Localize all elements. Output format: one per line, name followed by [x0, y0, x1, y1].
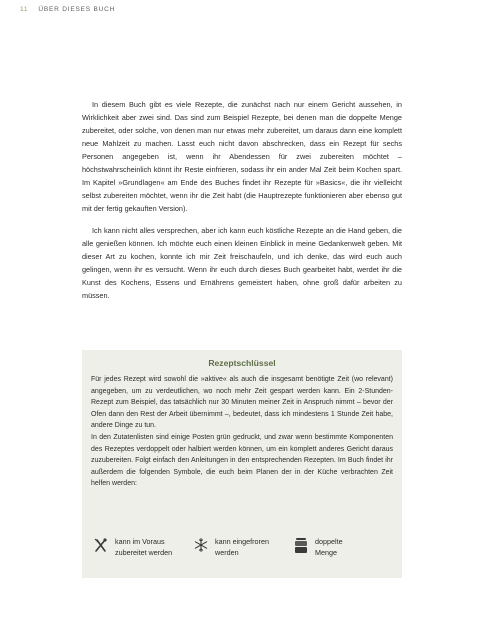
snowflake-icon [193, 537, 209, 553]
recipe-key-title: Rezeptschlüssel [208, 358, 276, 368]
legend-item-freezable [193, 537, 293, 558]
legend-item-prepare-ahead [93, 537, 193, 558]
recipe-key-paragraph-2: In den Zutatenlisten sind einige Posten grün gedruckt, und zwar wenn bestimmte Komponenten des Rezeptes verdoppelt oder halbiert werden können, um ein komplett anderes Gericht daraus zuzubereiten. Folgt einfach den Anleitungen in den entsprechenden Rezepten. Im Buch findet ihr außerdem die folgenden Symbole, die euch beim Planen der in der Küche verbrachten Zeit helfen werden: [91, 433, 393, 488]
legend-item-double-amount [293, 537, 393, 558]
page-number: 11 [20, 6, 29, 13]
legend-label-double-amount: doppelte Menge [315, 537, 343, 557]
recipe-key-box [82, 350, 402, 578]
intro-paragraph-2: Ich kann nicht alles versprechen, aber ich kann euch köstliche Rezepte an die Hand geben, die alle genießen können. Ich möchte euch einen kleinen Einblick in meine Gedankenwelt geben. Mit dieser Art zu kochen, konnte ich mir Zeit freischaufeln, und ich denke, das wird euch auch gelingen, wenn ihr es versucht. Wenn ihr euch durch dieses Buch gearbeitet habt, werdet ihr die Kunst des Kochens, Essens und Ernährens gemeistert haben, ohne groß dafür arbeiten zu müssen. [82, 226, 402, 300]
section-title: ÜBER DIESES BUCH [38, 6, 116, 13]
utensils-icon [93, 537, 109, 553]
legend-label-freezable: kann eingefroren werden [215, 537, 269, 557]
legend-label-prepare-ahead: kann im Voraus zubereitet werden [115, 537, 173, 557]
stacked-pots-icon [293, 537, 309, 555]
symbol-legend [93, 537, 393, 558]
recipe-key-paragraph-1: Für jedes Rezept wird sowohl die »aktive« als auch die insgesamt benötigte Zeit (wo relevant) angegeben, um zu verdeutlichen, wo noch mehr Zeit gespart werden kann. Ein 2-Stunden-Rezept zum Beispiel, das tatsächlich nur 30 Minuten meiner Zeit in Anspruch nimmt – bevor der Ofen dann den Rest der Arbeit übernimmt –, bedeutet, dass ich mindestens 1 Stunde Zeit habe, andere Dinge zu tun. [91, 376, 393, 430]
intro-paragraph-1: In diesem Buch gibt es viele Rezepte, die zunächst nach nur einem Gericht aussehen, in Wirklichkeit aber zwei sind. Das sind zum Beispiel Rezepte, bei denen man die doppelte Menge zubereitet, oder solche, von denen man nur etwas mehr zubereitet, um daraus dann eine komplett neue Mahlzeit zu machen. Lasst euch nicht davon abschrecken, dass ein Rezept für sechs Personen angegeben ist, wenn ihr Abendessen für zwei zubereiten möchtet – höchstwahrscheinlich könnt ihr Reste einfrieren, sodass ihr ein ander Mal Zeit beim Kochen spart. Im Kapitel »Grundlagen« am Ende des Buches findet ihr Rezepte für »Basics«, die ihr vielleicht selbst zubereiten möchtet, wenn ihr die Zeit habt (die Hauptrezepte funktionieren aber ebenso gut mit der fertig gekauften Version). [82, 100, 402, 213]
running-header [20, 6, 115, 13]
main-text [82, 98, 402, 311]
